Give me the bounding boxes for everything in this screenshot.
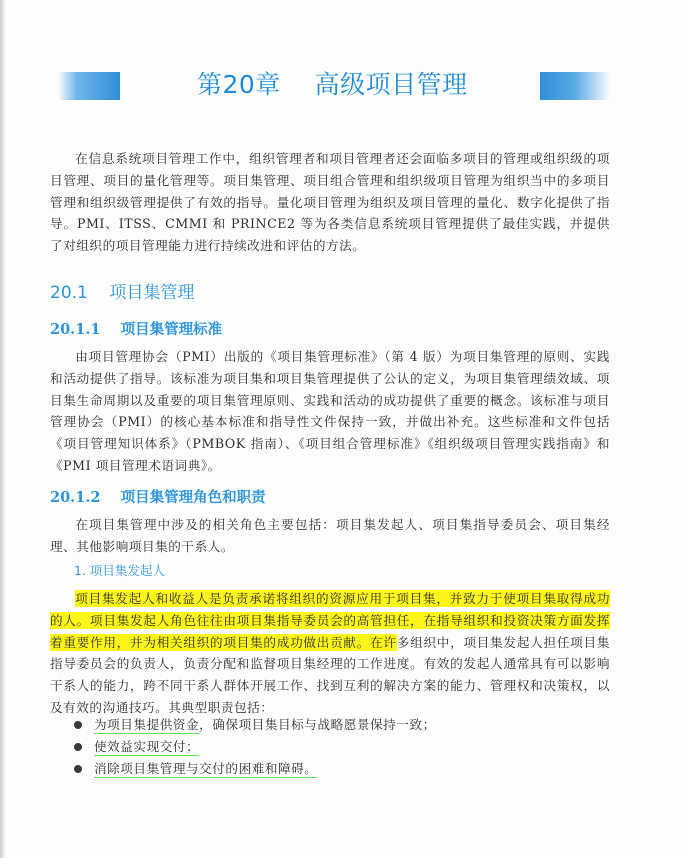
roles-paragraph: 在项目集管理中涉及的相关角色主要包括：项目集发起人、项目集指导委员会、项目集经理、其他影响项目集的干系人。 <box>50 517 610 554</box>
chapter-header <box>0 68 690 104</box>
underlined-text: 消除项目集管理与交付的困难和障碍。 <box>94 760 318 776</box>
sponsor-paragraph <box>50 588 610 719</box>
section-heading-20-1: 20.1 项目集管理 <box>50 283 195 303</box>
chapter-title: 第20章 高级项目管理 <box>197 70 468 99</box>
decorative-gradient-bar-left <box>58 72 120 100</box>
underlined-text: 使效益实现交付； <box>94 738 200 754</box>
sponsor-paragraph-rest: 多组织中，项目集发起人担任项目集指导委员会的负责人，负责分配和监督项目集经理的工作进度。有效的发起人通常具有可以影响干系人的能力，跨不同干系人群体开展工作、找到互利的解决方案的能力、管理权和决策权，以及有效的沟通技巧。其典型职责包括： <box>50 634 610 715</box>
item-heading-program-sponsor: 1. 项目集发起人 <box>74 563 165 578</box>
bullet-icon <box>74 721 82 729</box>
page-edge-shadow <box>0 0 6 858</box>
responsibilities-list <box>72 714 436 779</box>
bullet-icon <box>74 743 82 751</box>
highlighted-text: 项目集发起人和收益人是负责承诺将组织的资源应用于项目集，并致力于使项目集取得成功的人。项目集发起人角色往往由项目集指导委员会的高管担任，在指导组织和投资决策方面发挥着重要作用，并为相关组织的项目集的成功做出贡献。在许 <box>50 591 610 650</box>
list-item <box>72 714 436 736</box>
subsection-heading-20-1-1: 20.1.1 项目集管理标准 <box>50 321 223 338</box>
decorative-gradient-bar-right <box>540 72 610 100</box>
list-item <box>72 758 436 780</box>
standards-paragraph: 由项目管理协会（PMI）出版的《项目集管理标准》（第 4 版）为项目集管理的原则、实践和活动提供了指导。该标准为项目集和项目集管理提供了公认的定义，为项目集管理绩效域、项目集生命周期以及重要的项目集管理原则、实践和活动的成功提供了重要的概念。该标准与项目管理协会（PMI）的核心基本标准和指导性文件保持一致，并做出补充。这些标准和文件包括《项目管理知识体系》（PMBOK 指南）、《项目组合管理标准》《组织级项目管理实践指南》和《PMI 项目管理术语词典》。 <box>50 349 610 473</box>
list-item <box>72 736 436 758</box>
bullet-icon <box>74 765 82 773</box>
intro-paragraph: 在信息系统项目管理工作中，组织管理者和项目管理者还会面临多项目的管理或组织级的项目管理、项目的量化管理等。项目集管理、项目组合管理和组织级项目管理为组织当中的多项目管理和组织级管理提供了有效的指导。量化项目管理为组织及项目管理的量化、数字化提供了指导。PMI、ITSS、CMMI 和 PRINCE2 等为各类信息系统项目管理提供了最佳实践，并提供了对组织的项目管理能力进行持续改进和评估的方法。 <box>50 151 610 254</box>
list-item-rest: ，确保项目集目标与战略愿景保持一致； <box>199 717 436 732</box>
subsection-heading-20-1-2: 20.1.2 项目集管理角色和职责 <box>50 489 266 506</box>
underlined-text: 为项目集提供资金 <box>94 717 200 732</box>
